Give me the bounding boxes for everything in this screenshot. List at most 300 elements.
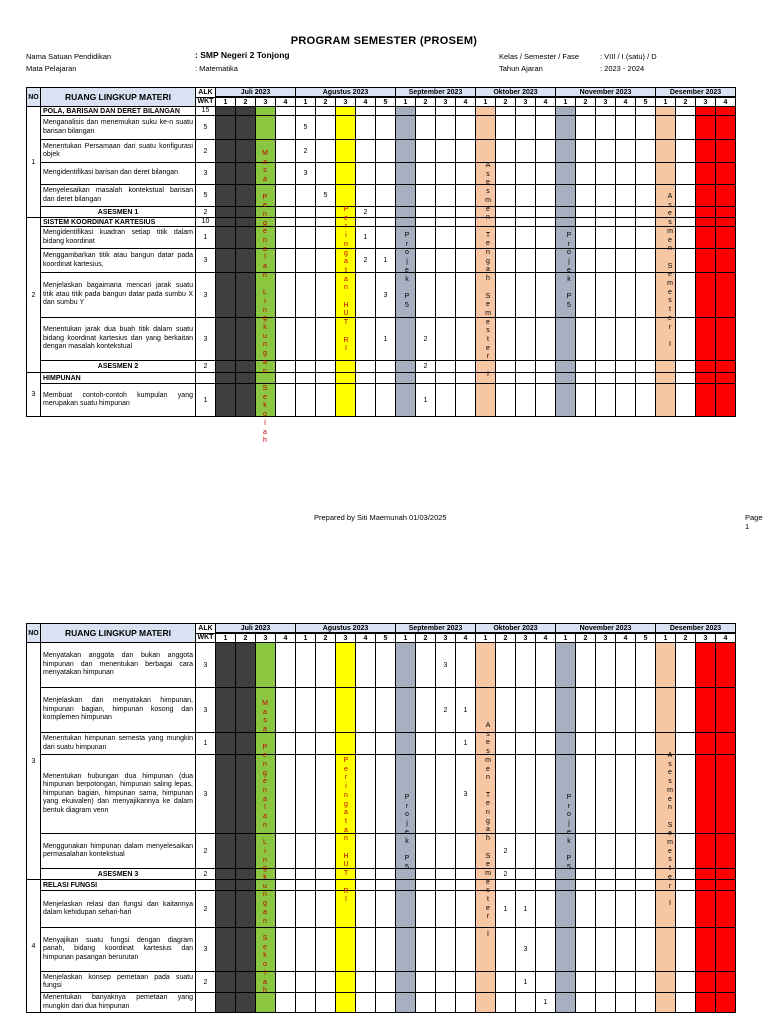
week-cell (616, 373, 636, 384)
week-cell (556, 688, 576, 733)
week-cell (716, 643, 736, 688)
week-cell (376, 688, 396, 733)
week-cell (576, 643, 596, 688)
week-cell: 1 (516, 972, 536, 993)
week-cell (356, 140, 376, 163)
week-cell (216, 972, 236, 993)
week-cell (656, 643, 676, 688)
week-cell (616, 185, 636, 207)
week-cell (416, 869, 436, 880)
week-cell (616, 218, 636, 227)
week-number: 2 (316, 97, 336, 107)
week-cell (296, 972, 316, 993)
year-label: Tahun Ajaran (499, 64, 543, 73)
week-cell (236, 185, 256, 207)
row-number: 2 (27, 218, 41, 373)
week-cell (436, 834, 456, 869)
week-cell (516, 755, 536, 834)
week-number: 5 (636, 97, 656, 107)
week-cell (476, 116, 496, 140)
week-cell (536, 318, 556, 361)
week-cell (336, 972, 356, 993)
material-item: Menjelaskan konsep pemetaan pada suatu fungsi (41, 972, 196, 993)
week-cell (216, 373, 236, 384)
week-cell (676, 928, 696, 972)
week-cell (716, 972, 736, 993)
week-number: 4 (616, 97, 636, 107)
week-cell (416, 755, 436, 834)
week-cell (216, 928, 236, 972)
week-cell (576, 163, 596, 185)
week-number: 2 (576, 633, 596, 643)
week-number: 3 (696, 633, 716, 643)
week-cell (276, 107, 296, 116)
week-number: 3 (596, 97, 616, 107)
alk-value: 3 (196, 163, 216, 185)
week-cell (276, 869, 296, 880)
week-cell (356, 373, 376, 384)
week-cell (456, 880, 476, 891)
week-cell: 2 (496, 834, 516, 869)
week-cell (396, 972, 416, 993)
week-cell (636, 384, 656, 417)
assessment-title: ASESMEN 2 (41, 361, 196, 373)
week-cell: 1 (496, 891, 516, 928)
week-cell (696, 869, 716, 880)
col-header-alk: ALK (196, 88, 216, 98)
week-cell (596, 993, 616, 1013)
week-number: 3 (516, 97, 536, 107)
week-cell (436, 218, 456, 227)
week-cell (516, 318, 536, 361)
week-cell (276, 928, 296, 972)
week-cell (636, 688, 656, 733)
week-cell (416, 928, 436, 972)
week-cell (576, 318, 596, 361)
week-number: 3 (436, 97, 456, 107)
week-cell (516, 163, 536, 185)
week-cell (496, 972, 516, 993)
alk-value: 1 (196, 227, 216, 249)
week-cell (436, 373, 456, 384)
week-number: 3 (516, 633, 536, 643)
week-number: 3 (696, 97, 716, 107)
week-cell (616, 163, 636, 185)
week-cell (336, 163, 356, 185)
material-item: Menjelaskan relasi dan fungsi dan kaitannya dalam kehidupan sehari-hari (41, 891, 196, 928)
week-cell (236, 993, 256, 1013)
week-cell (356, 688, 376, 733)
week-cell (236, 834, 256, 869)
week-number: 4 (536, 633, 556, 643)
week-cell (456, 318, 476, 361)
week-cell (456, 207, 476, 218)
week-number: 2 (316, 633, 336, 643)
week-cell (576, 249, 596, 273)
week-cell (316, 733, 336, 755)
week-cell (536, 185, 556, 207)
week-cell (636, 972, 656, 993)
week-cell (216, 163, 236, 185)
week-cell (516, 361, 536, 373)
week-cell (456, 185, 476, 207)
week-cell (496, 318, 516, 361)
week-cell (536, 273, 556, 318)
week-cell (436, 207, 456, 218)
week-cell (636, 140, 656, 163)
alk-value: 3 (196, 249, 216, 273)
week-cell (556, 891, 576, 928)
vertical-label: M a s a P e n g e n a l a n L i n g k u n g a n S e k o l a h (262, 700, 268, 995)
week-cell (556, 993, 576, 1013)
week-cell (516, 207, 536, 218)
week-cell (256, 116, 276, 140)
month-header: November 2023 (556, 88, 656, 98)
week-number: 3 (256, 633, 276, 643)
week-cell (496, 185, 516, 207)
week-cell (676, 373, 696, 384)
class-value: : VIII / I (satu) / D (600, 52, 657, 61)
week-cell (616, 249, 636, 273)
week-cell (516, 185, 536, 207)
month-header: Juli 2023 (216, 88, 296, 98)
week-cell (456, 116, 476, 140)
week-cell (396, 207, 416, 218)
week-cell (576, 207, 596, 218)
alk-value: 5 (196, 116, 216, 140)
week-cell (316, 869, 336, 880)
week-cell (576, 185, 596, 207)
week-number: 2 (676, 97, 696, 107)
week-cell (356, 834, 376, 869)
week-cell (396, 688, 416, 733)
week-cell (616, 207, 636, 218)
week-cell (496, 643, 516, 688)
week-cell (556, 207, 576, 218)
week-cell (496, 993, 516, 1013)
week-cell (216, 249, 236, 273)
week-cell (416, 163, 436, 185)
week-cell (336, 643, 356, 688)
week-cell (656, 688, 676, 733)
week-number: 2 (236, 97, 256, 107)
week-cell (236, 384, 256, 417)
week-cell (316, 207, 336, 218)
week-cell (376, 361, 396, 373)
week-cell (576, 733, 596, 755)
week-cell: 3 (456, 755, 476, 834)
week-cell (236, 880, 256, 891)
row-number: 4 (27, 880, 41, 1013)
week-cell (716, 116, 736, 140)
week-cell (456, 972, 476, 993)
week-cell (296, 107, 316, 116)
material-item: Menentukan Persamaan dari suatu konfigurasi objek (41, 140, 196, 163)
week-cell (276, 227, 296, 249)
week-cell (376, 163, 396, 185)
week-cell (396, 928, 416, 972)
week-cell: 2 (356, 207, 376, 218)
week-cell (356, 972, 376, 993)
col-header-no: NO (27, 88, 41, 107)
week-number: 1 (216, 97, 236, 107)
week-cell (596, 733, 616, 755)
week-cell: 2 (436, 688, 456, 733)
week-cell (616, 688, 636, 733)
week-cell (576, 116, 596, 140)
week-cell (216, 755, 236, 834)
week-number: 3 (596, 633, 616, 643)
week-cell: 1 (376, 318, 396, 361)
week-number: 1 (216, 633, 236, 643)
week-cell (596, 880, 616, 891)
week-cell (616, 273, 636, 318)
week-cell (276, 993, 296, 1013)
week-cell (676, 643, 696, 688)
week-cell (676, 869, 696, 880)
week-cell: 2 (416, 361, 436, 373)
week-cell (596, 207, 616, 218)
week-cell (316, 891, 336, 928)
col-header-wkt: WKT (196, 633, 216, 643)
alk-value: 2 (196, 361, 216, 373)
week-cell (356, 163, 376, 185)
week-cell (236, 218, 256, 227)
week-cell (556, 384, 576, 417)
week-cell (656, 116, 676, 140)
week-cell (516, 273, 536, 318)
week-cell (276, 185, 296, 207)
week-cell (396, 116, 416, 140)
week-cell (276, 972, 296, 993)
week-cell: 5 (316, 185, 336, 207)
month-header: Desember 2023 (656, 88, 736, 98)
week-number: 1 (556, 97, 576, 107)
week-cell (616, 972, 636, 993)
week-cell (356, 218, 376, 227)
week-cell (316, 755, 336, 834)
week-cell (436, 869, 456, 880)
week-cell (296, 993, 316, 1013)
week-cell: 1 (516, 891, 536, 928)
month-header: Agustus 2023 (296, 88, 396, 98)
week-cell: 1 (536, 993, 556, 1013)
week-cell (216, 880, 236, 891)
week-cell (216, 643, 236, 688)
week-cell (636, 891, 656, 928)
week-cell (376, 185, 396, 207)
week-cell (236, 928, 256, 972)
week-cell (696, 185, 716, 207)
week-cell (536, 207, 556, 218)
week-cell (716, 373, 736, 384)
week-cell (276, 273, 296, 318)
alk-value: 2 (196, 891, 216, 928)
vertical-label: P r o j e k P 5 (404, 232, 410, 309)
week-cell (616, 140, 636, 163)
week-cell (436, 318, 456, 361)
week-cell (416, 140, 436, 163)
week-cell (216, 891, 236, 928)
col-header-material: RUANG LINGKUP MATERI (41, 88, 196, 107)
week-cell (236, 869, 256, 880)
alk-value: 2 (196, 140, 216, 163)
week-cell (216, 218, 236, 227)
week-cell (416, 891, 436, 928)
week-cell (696, 880, 716, 891)
week-cell (296, 218, 316, 227)
week-number: 3 (336, 97, 356, 107)
week-cell (676, 140, 696, 163)
week-cell (596, 928, 616, 972)
section-title: POLA, BARISAN DAN DERET BILANGAN (41, 107, 196, 116)
week-cell (636, 755, 656, 834)
week-cell (296, 834, 316, 869)
week-number: 1 (396, 633, 416, 643)
week-cell (536, 972, 556, 993)
week-cell (396, 384, 416, 417)
vertical-label: A s e s m e n S e m e s t e r I (667, 193, 673, 348)
week-cell (696, 361, 716, 373)
week-cell (396, 318, 416, 361)
week-cell (236, 643, 256, 688)
week-cell (636, 273, 656, 318)
section-title: HIMPUNAN (41, 373, 196, 384)
week-cell (496, 116, 516, 140)
week-cell (376, 373, 396, 384)
week-cell (396, 643, 416, 688)
week-cell (396, 880, 416, 891)
week-cell (676, 107, 696, 116)
week-cell (716, 361, 736, 373)
week-cell (716, 249, 736, 273)
week-cell (436, 107, 456, 116)
week-cell (356, 993, 376, 1013)
week-cell (516, 107, 536, 116)
week-cell (356, 318, 376, 361)
week-cell (576, 755, 596, 834)
week-cell (576, 993, 596, 1013)
week-number: 1 (656, 97, 676, 107)
week-cell (556, 928, 576, 972)
week-cell (596, 373, 616, 384)
week-cell (296, 880, 316, 891)
week-cell (616, 880, 636, 891)
week-cell (636, 185, 656, 207)
week-cell (396, 733, 416, 755)
week-cell (436, 273, 456, 318)
week-cell (676, 891, 696, 928)
week-cell (616, 361, 636, 373)
week-cell (516, 869, 536, 880)
week-cell (496, 227, 516, 249)
week-number: 1 (476, 97, 496, 107)
week-cell (316, 993, 336, 1013)
prosem-table-page2 (26, 623, 736, 1013)
material-item: Menganalisis dan menemukan suku ke-n suatu barisan bilangan (41, 116, 196, 140)
week-cell (496, 880, 516, 891)
week-cell (376, 733, 396, 755)
week-cell (416, 116, 436, 140)
alk-value: 1 (196, 733, 216, 755)
week-cell (216, 207, 236, 218)
week-cell (716, 163, 736, 185)
week-cell (636, 163, 656, 185)
week-cell (456, 227, 476, 249)
week-cell (596, 891, 616, 928)
week-cell (396, 993, 416, 1013)
week-cell (576, 891, 596, 928)
alk-value (196, 993, 216, 1013)
week-number: 2 (416, 633, 436, 643)
week-cell (696, 891, 716, 928)
week-cell: 3 (376, 273, 396, 318)
month-header: Oktober 2023 (476, 624, 556, 634)
week-number: 4 (456, 97, 476, 107)
week-cell (376, 928, 396, 972)
week-cell (596, 755, 616, 834)
week-cell (296, 373, 316, 384)
col-header-alk: ALK (196, 624, 216, 634)
week-cell (216, 140, 236, 163)
week-cell (656, 384, 676, 417)
week-cell (276, 249, 296, 273)
material-item: Membuat contoh-contoh kumpulan yang merupakan suatu himpunan (41, 384, 196, 417)
week-cell (436, 972, 456, 993)
week-cell (536, 643, 556, 688)
week-cell (316, 116, 336, 140)
alk-value: 3 (196, 643, 216, 688)
row-number: 3 (27, 373, 41, 417)
week-cell (536, 688, 556, 733)
week-cell (496, 107, 516, 116)
section-title: SISTEM KOORDINAT KARTESIUS (41, 218, 196, 227)
week-cell (296, 318, 316, 361)
week-cell (496, 273, 516, 318)
week-cell (636, 318, 656, 361)
page-number: Page 1 (745, 513, 763, 531)
week-cell (356, 185, 376, 207)
week-cell (276, 755, 296, 834)
week-cell (496, 384, 516, 417)
week-cell (236, 163, 256, 185)
week-cell (416, 643, 436, 688)
week-cell (216, 361, 236, 373)
week-cell (676, 227, 696, 249)
week-cell: 1 (376, 249, 396, 273)
week-cell (636, 207, 656, 218)
week-cell (696, 107, 716, 116)
week-cell (676, 834, 696, 869)
week-cell (356, 869, 376, 880)
week-cell (516, 227, 536, 249)
week-cell (296, 928, 316, 972)
week-cell (396, 373, 416, 384)
week-cell (616, 733, 636, 755)
week-cell (356, 116, 376, 140)
week-cell (356, 891, 376, 928)
material-item: Menentukan himpunan semesta yang mungkin dari suatu himpunan (41, 733, 196, 755)
week-cell (576, 384, 596, 417)
week-cell (556, 972, 576, 993)
alk-value: 2 (196, 834, 216, 869)
week-cell (356, 928, 376, 972)
week-cell (216, 227, 236, 249)
week-cell (476, 140, 496, 163)
week-cell (436, 993, 456, 1013)
week-cell (536, 163, 556, 185)
week-cell (396, 185, 416, 207)
